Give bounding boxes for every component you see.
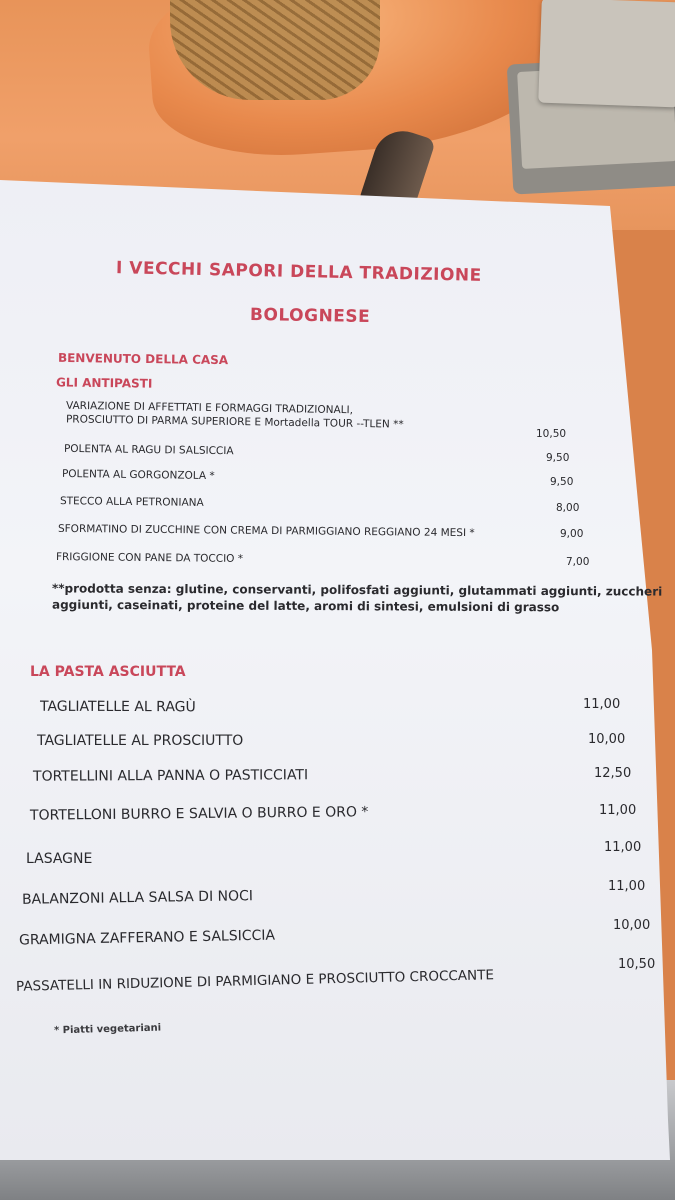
pasta-item-name: TAGLIATELLE AL PROSCIUTTO (37, 733, 244, 749)
welcome-heading: BENVENUTO DELLA CASA (57, 350, 229, 368)
vegetarian-footnote: * Piatti vegetariani (53, 1022, 162, 1037)
allergen-note: **prodotta senza: glutine, conservanti, polifosfati aggiunti, glutammati aggiunti, zuccheri (51, 581, 663, 599)
pasta-item-price: 10,50 (618, 957, 656, 972)
antipasti-heading: GLI ANTIPASTI (55, 375, 153, 391)
pasta-item-name: BALANZONI ALLA SALSA DI NOCI (21, 888, 254, 908)
pasta-item-name: TORTELLONI BURRO E SALVIA O BURRO E ORO * (29, 804, 369, 824)
antipasto-item-price: 9,50 (550, 476, 574, 488)
menu-subtitle: BOLOGNESE (249, 304, 371, 328)
pasta-item-price: 10,00 (588, 732, 626, 747)
pasta-heading: LA PASTA ASCIUTTA (30, 664, 186, 680)
antipasto-item-price: 10,50 (536, 428, 567, 440)
pasta-item-price: 11,00 (599, 803, 637, 818)
antipasto-item-price: 9,00 (560, 528, 584, 540)
antipasto-item-name: SFORMATINO DI ZUCCHINE CON CREMA DI PARMIGGIANO REGGIANO 24 MESI * (57, 522, 475, 540)
antipasto-item-name: VARIAZIONE DI AFFETTATI E FORMAGGI TRADIZIONALI, (65, 399, 354, 417)
pasta-item-price: 10,00 (613, 918, 651, 933)
antipasto-item-name-cont: PROSCIUTTO DI PARMA SUPERIORE E Mortadella TOUR --TLEN ** (65, 413, 404, 431)
antipasto-item-name: STECCO ALLA PETRONIANA (59, 495, 204, 509)
pasta-item-price: 12,50 (594, 766, 632, 781)
antipasto-item-price: 9,50 (546, 452, 570, 464)
pasta-item-price: 11,00 (583, 697, 621, 712)
pasta-item-name: GRAMIGNA ZAFFERANO E SALSICCIA (18, 927, 276, 949)
antipasto-item-name: FRIGGIONE CON PANE DA TOCCIO * (55, 551, 244, 565)
pasta-item-name: TORTELLINI ALLA PANNA O PASTICCIATI (32, 767, 309, 785)
antipasto-item-name: POLENTA AL GORGONZOLA * (61, 467, 215, 483)
pasta-item-price: 11,00 (608, 879, 646, 894)
antipasto-item-price: 8,00 (556, 502, 580, 514)
antipasto-item-name: POLENTA AL RAGU DI SALSICCIA (63, 442, 234, 458)
pasta-item-name: TAGLIATELLE AL RAGÙ (39, 698, 196, 716)
menu-title: I VECCHI SAPORI DELLA TRADIZIONE (115, 258, 482, 286)
allergen-note-cont: aggiunti, caseinati, proteine del latte, aromi di sintesi, emulsioni di grasso (51, 597, 560, 615)
pasta-item-price: 11,00 (604, 840, 642, 855)
pasta-item-name: LASAGNE (26, 851, 93, 867)
pasta-item-name: PASSATELLI IN RIDUZIONE DI PARMIGIANO E PROSCIUTTO CROCCANTE (15, 967, 495, 995)
antipasto-item-price: 7,00 (566, 556, 590, 568)
